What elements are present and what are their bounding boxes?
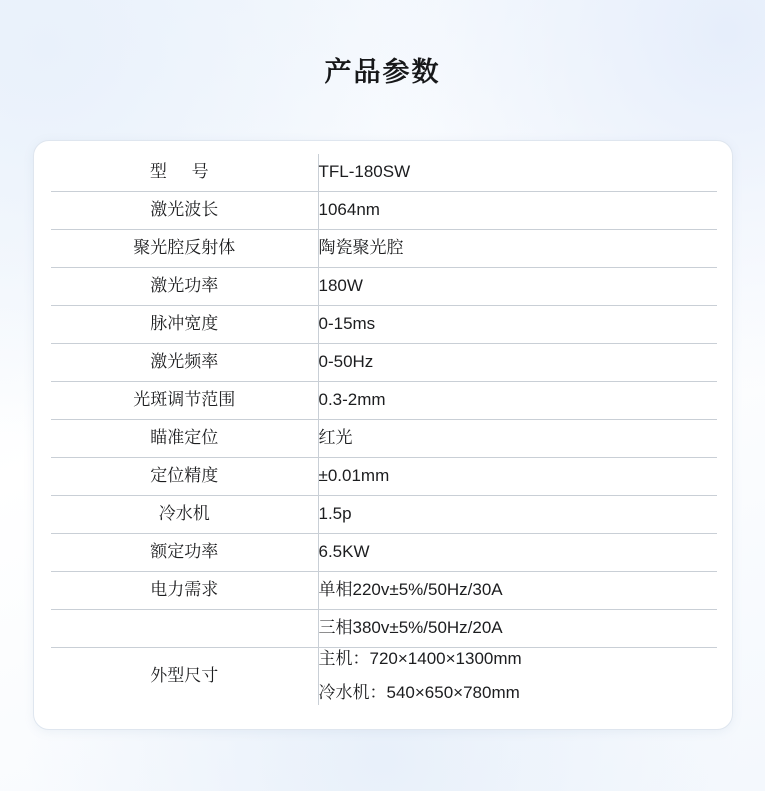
dimension-line-2: 冷水机：540×650×780mm: [318, 682, 520, 702]
table-row: [51, 420, 717, 458]
table-row: [51, 458, 717, 496]
spec-table: [51, 154, 717, 705]
page-title: 产品参数: [324, 57, 441, 87]
row-label: 电力需求: [51, 572, 318, 610]
row-value: 1064nm: [318, 192, 717, 230]
table-row: [51, 572, 717, 610]
row-label: 脉冲宽度: [51, 306, 318, 344]
row-label: 聚光腔反射体: [51, 230, 318, 268]
table-row: [51, 496, 717, 534]
row-value: 0-15ms: [318, 306, 717, 344]
row-label: 瞄准定位: [51, 420, 318, 458]
table-row: [51, 154, 717, 192]
table-row: [51, 382, 717, 420]
spec-table-card: [33, 140, 733, 730]
table-row: [51, 230, 717, 268]
row-value: 单相220v±5%/50Hz/30A: [318, 572, 717, 610]
table-row: [51, 268, 717, 306]
row-value: 红光: [318, 420, 717, 458]
row-value: ±0.01mm: [318, 458, 717, 496]
dimension-line-1: 主机：720×1400×1300mm: [318, 649, 522, 668]
table-row: [51, 192, 717, 230]
row-label: 定位精度: [51, 458, 318, 496]
table-row: [51, 306, 717, 344]
row-value: 180W: [318, 268, 717, 306]
row-value: 三相380v±5%/50Hz/20A: [318, 610, 717, 648]
row-label-empty: [51, 610, 318, 648]
row-label: 额定功率: [51, 534, 318, 572]
row-value: TFL-180SW: [318, 154, 717, 192]
row-label: 激光功率: [51, 268, 318, 306]
row-label: 光斑调节范围: [51, 382, 318, 420]
row-value: 1.5p: [318, 496, 717, 534]
row-value: 0.3-2mm: [318, 382, 717, 420]
row-label: 激光波长: [51, 192, 318, 230]
row-value: 陶瓷聚光腔: [318, 230, 717, 268]
table-row: [51, 534, 717, 572]
table-row: [51, 648, 717, 705]
row-value: 0-50Hz: [318, 344, 717, 382]
row-label: 激光频率: [51, 344, 318, 382]
row-label: 外型尺寸: [51, 648, 318, 705]
row-label: 冷水机: [51, 496, 318, 534]
row-value: 6.5KW: [318, 534, 717, 572]
table-row: [51, 610, 717, 648]
table-row: [51, 344, 717, 382]
row-label: 型 号: [51, 154, 318, 192]
row-value: [318, 648, 717, 705]
